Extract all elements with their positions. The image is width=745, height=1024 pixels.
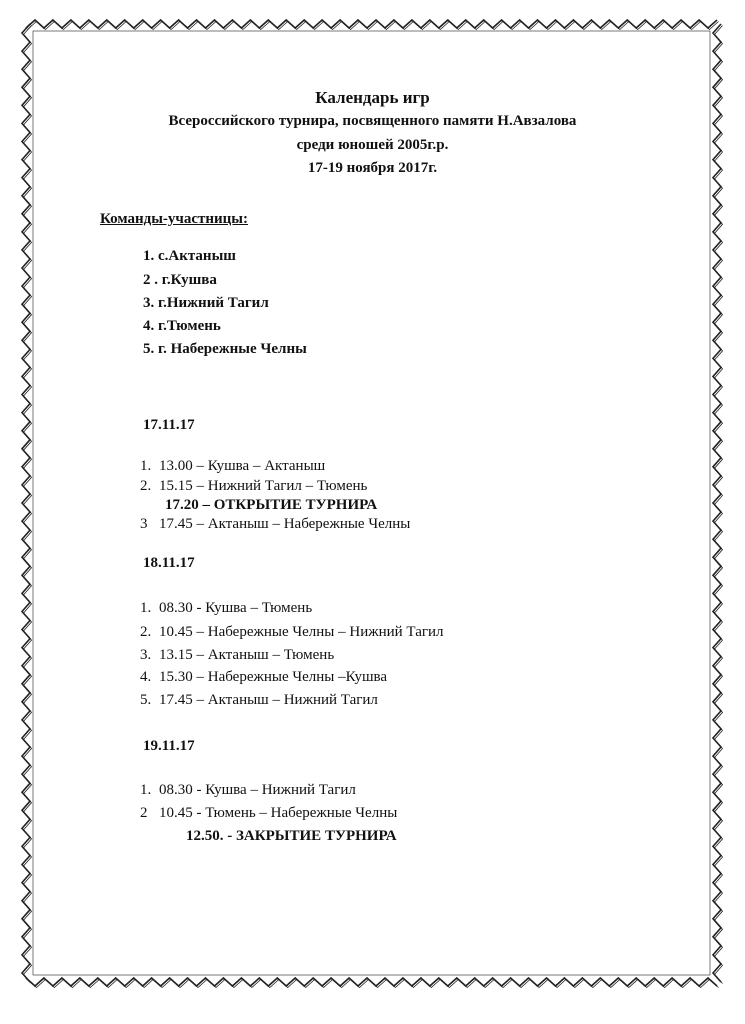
- day-date: 19.11.17: [143, 738, 195, 754]
- subtitle-line-1: Всероссийского турнира, посвященного памяти Н.Авзалова: [168, 113, 577, 129]
- game-text: 13.15 – Актаныш – Тюмень: [159, 647, 335, 663]
- opening-event: 17.20 – ОТКРЫТИЕ ТУРНИРА: [165, 497, 378, 513]
- day-date: 18.11.17: [143, 555, 195, 571]
- game-row: [140, 478, 367, 495]
- game-text: 15.15 – Нижний Тагил – Тюмень: [159, 478, 368, 494]
- team-item: 5. г. Набережные Челны: [143, 341, 307, 357]
- game-number: 3: [140, 516, 148, 532]
- game-row: [140, 805, 397, 822]
- game-text: 10.45 - Тюмень – Набережные Челны: [159, 805, 398, 821]
- game-number: 2: [140, 805, 148, 821]
- game-number: 5.: [140, 692, 152, 708]
- game-row: [140, 647, 334, 664]
- game-text: 13.00 – Кушва – Актаныш: [159, 458, 326, 474]
- game-row: [140, 458, 325, 475]
- game-row: [140, 782, 356, 799]
- game-row: [140, 624, 444, 641]
- team-item: 3. г.Нижний Тагил: [143, 295, 269, 311]
- teams-heading: Команды-участницы:: [100, 211, 249, 227]
- game-text: 08.30 - Кушва – Нижний Тагил: [159, 782, 356, 798]
- game-row: [140, 669, 387, 686]
- subtitle-line-2: среди юношей 2005г.р.: [296, 137, 449, 153]
- team-item: 2 . г.Кушва: [143, 272, 217, 288]
- game-text: 15.30 – Набережные Челны –Кушва: [159, 669, 388, 685]
- game-number: 3.: [140, 647, 152, 663]
- team-item: 1. с.Актаныш: [143, 248, 236, 264]
- team-item: 4. г.Тюмень: [143, 318, 221, 334]
- game-row: [140, 692, 378, 709]
- game-number: 2.: [140, 478, 152, 494]
- game-text: 08.30 - Кушва – Тюмень: [159, 600, 313, 616]
- game-text: 10.45 – Набережные Челны – Нижний Тагил: [159, 624, 444, 640]
- subtitle-line-3: 17-19 ноября 2017г.: [307, 160, 438, 176]
- game-row: [140, 600, 312, 617]
- game-row: [140, 516, 410, 533]
- game-number: 2.: [140, 624, 152, 640]
- closing-event: 12.50. - ЗАКРЫТИЕ ТУРНИРА: [186, 828, 397, 844]
- game-text: 17.45 – Актаныш – Нижний Тагил: [159, 692, 378, 708]
- game-number: 1.: [140, 458, 152, 474]
- game-text: 17.45 – Актаныш – Набережные Челны: [159, 516, 411, 532]
- day-date: 17.11.17: [143, 417, 195, 433]
- game-number: 1.: [140, 600, 152, 616]
- document-title: Календарь игр: [315, 88, 430, 107]
- game-number: 4.: [140, 669, 152, 685]
- game-number: 1.: [140, 782, 152, 798]
